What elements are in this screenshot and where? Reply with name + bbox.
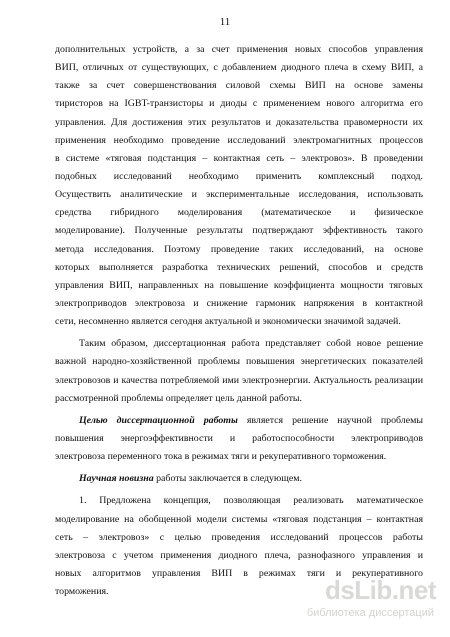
- paragraph-summary: [55, 335, 423, 408]
- text-line: новых алгоритмов управления ВИП в режимах тяги и рекуперативного: [55, 567, 423, 579]
- text-line: тиристоров на IGBT-транзисторы и диоды с применением нового алгоритма его: [55, 98, 423, 110]
- text-line: ВИП, отличных от существующих, с добавлением диодного плеча в схему ВИП, а: [55, 62, 423, 74]
- watermark-logo: dsLib.net: [324, 575, 436, 605]
- text-line: сети, несомненно является сегодня актуальной и экономически значимой задачей.: [55, 316, 401, 328]
- text-line: метода исследования. Поэтому проведение таких исследований, на основе: [55, 243, 423, 255]
- novelty-heading: Научная новизна: [79, 473, 154, 485]
- text-line: электровоза с учетом применения диодного плеча, разнофазного управления и: [55, 549, 423, 561]
- text-line: моделирование на обобщенной модели системы «тяговая подстанция – контактная: [55, 513, 423, 525]
- text-line: управления. Для достижения этих результатов и доказательства правомерности их: [55, 116, 423, 128]
- text-line: торможения.: [55, 586, 109, 598]
- body-text: [55, 41, 423, 601]
- text-line: моделирование). Полученные результаты подтверждают эффективность такого: [55, 225, 423, 237]
- text-line: в системе «тяговая подстанция – контактная сеть – электровоз». В проведении: [55, 152, 423, 164]
- goal-text: является решение научной проблемы: [237, 414, 423, 426]
- text-line: 1. Предложена концепция, позволяющая реализовать математическое: [79, 495, 423, 507]
- text-line: также за счет совершенствования силовой схемы ВИП на основе замены: [55, 80, 423, 92]
- novelty-text: работы заключается в следующем.: [153, 473, 302, 485]
- text-line: управления ВИП, направленных на повышение коэффициента мощности тяговых: [55, 279, 423, 291]
- watermark-caption: библиотека диссертаций: [306, 607, 434, 619]
- watermark: [302, 575, 436, 625]
- text-line: [55, 412, 423, 430]
- paragraph-intro: [55, 41, 423, 331]
- paragraph-novelty-intro: [55, 470, 423, 488]
- text-line: повышения энергоэффективности и работоспособности электроприводов: [55, 432, 423, 444]
- page-number: 11: [219, 16, 231, 28]
- text-line: электроприводов электровоза и снижение гармоник напряжения в контактной: [55, 297, 423, 309]
- text-line: средства гибридного моделирования (математическое и физическое: [55, 207, 423, 219]
- text-line: применения необходимо проведение исследований электромагнитных процессов: [55, 134, 423, 146]
- text-line: Осуществить аналитические и экспериментальные исследования, использовать: [55, 189, 423, 201]
- text-line: электровоза переменного тока в режимах тяги и рекуперативного торможения.: [55, 451, 387, 463]
- text-line: [55, 470, 423, 488]
- text-line: которых выполняется разработка технических решений, способов и средств: [55, 261, 423, 273]
- text-line: важной народно-хозяйственной проблемы повышения энергетических показателей: [55, 356, 423, 368]
- text-line: сеть – электровоз» с целью проведения исследований процессов работы: [55, 531, 423, 543]
- text-line: дополнительных устройств, а за счет применения новых способов управления: [55, 44, 423, 55]
- goal-heading: Целью диссертационной работы: [79, 414, 238, 426]
- paragraph-goal: [55, 412, 423, 466]
- text-line: рассмотренной проблемы определяет цель данной работы.: [55, 392, 303, 404]
- text-line: подобных исследований необходимо применить комплексный подход.: [55, 170, 423, 182]
- text-line: Таким образом, диссертационная работа представляет собой новое решение: [79, 338, 423, 350]
- text-line: электровозов и качества потребляемой ими электроэнергии. Актуальность реализации: [55, 374, 423, 386]
